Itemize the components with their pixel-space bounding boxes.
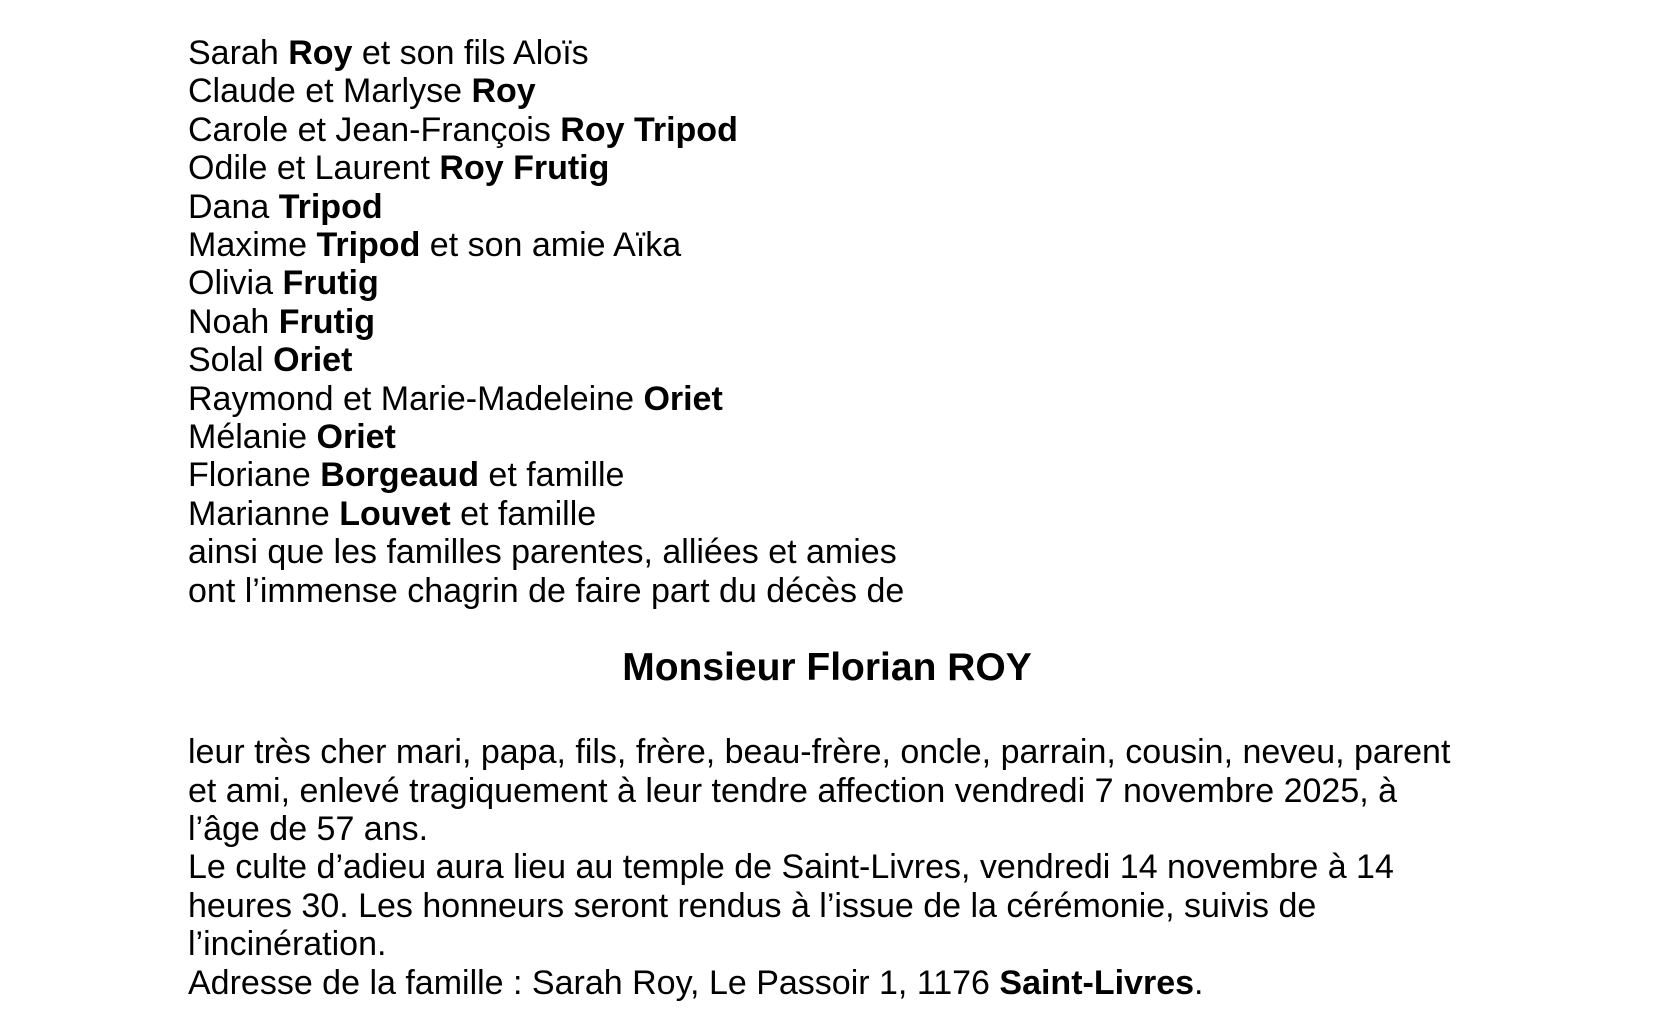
- text-segment: Mélanie: [188, 418, 317, 457]
- text-segment: Carole et Jean-François: [188, 110, 561, 149]
- text-segment: heures 30. Les honneurs seront rendus à l’issue de la cérémonie, suivis de: [188, 886, 1317, 925]
- text-segment: Floriane: [188, 456, 321, 495]
- text-line: [188, 848, 1466, 886]
- text-segment: Odile et Laurent: [188, 149, 440, 188]
- family-name-bold: Oriet: [316, 418, 396, 457]
- family-name-bold: Oriet: [643, 379, 723, 418]
- text-segment: l’âge de 57 ans.: [188, 809, 429, 848]
- text-segment: Marianne: [188, 494, 340, 533]
- text-line: [188, 303, 1466, 341]
- text-segment: Claude et Marlyse: [188, 72, 472, 111]
- text-line: [188, 964, 1466, 1002]
- text-segment: et son amie Aïka: [420, 226, 682, 265]
- family-name-bold: Tripod: [316, 226, 421, 265]
- text-line: [188, 72, 1466, 110]
- family-name-bold: Oriet: [273, 341, 353, 380]
- text-segment: Dana: [188, 187, 279, 226]
- text-line: [188, 572, 1466, 610]
- deceased-name-title: Monsieur Florian ROY: [622, 646, 1032, 690]
- text-line: [188, 188, 1466, 226]
- text-line: [188, 495, 1466, 533]
- text-segment: Sarah: [188, 34, 289, 72]
- text-segment: leur très cher mari, papa, fils, frère, beau-frère, oncle, parrain, cousin, neveu, parent: [188, 733, 1451, 772]
- family-name-bold: Tripod: [278, 187, 383, 226]
- text-segment: Le culte d’adieu aura lieu au temple de Saint-Livres, vendredi 14 novembre à 14: [188, 848, 1394, 887]
- family-name-bold: Frutig: [278, 302, 376, 341]
- text-segment: .: [1194, 963, 1204, 1002]
- text-line: [188, 925, 1466, 963]
- text-segment: et famille: [450, 494, 597, 533]
- text-line: [188, 887, 1466, 925]
- text-line: [188, 810, 1466, 848]
- text-segment: ainsi que les familles parentes, alliées et amies: [188, 533, 897, 572]
- text-segment: l’incinération.: [188, 925, 387, 964]
- family-name-bold: Roy: [288, 34, 353, 72]
- text-segment: ont l’immense chagrin de faire part du décès de: [188, 571, 905, 610]
- text-segment: et famille: [478, 456, 625, 495]
- text-segment: Maxime: [188, 226, 317, 265]
- text-segment: et ami, enlevé tragiquement à leur tendre affection vendredi 7 novembre 2025, à: [188, 771, 1398, 810]
- text-segment: et son fils Aloïs: [352, 34, 589, 72]
- text-line: [188, 733, 1466, 771]
- text-line: [188, 226, 1466, 264]
- family-name-bold: Frutig: [282, 264, 379, 303]
- text-segment: Solal: [188, 341, 274, 380]
- text-segment: Noah: [188, 302, 279, 341]
- family-name-bold: Louvet: [339, 494, 451, 533]
- text-line: [188, 341, 1466, 379]
- announcement-text: [188, 733, 1466, 1002]
- family-name-bold: Roy: [471, 72, 536, 111]
- text-line: [188, 533, 1466, 571]
- text-line: [188, 149, 1466, 187]
- family-name-bold: Roy Frutig: [439, 149, 610, 188]
- family-name-bold: Roy Tripod: [560, 110, 738, 149]
- text-segment: Olivia: [188, 264, 283, 303]
- text-line: [188, 111, 1466, 149]
- text-line: [188, 772, 1466, 810]
- text-segment: Raymond et Marie-Madeleine: [188, 379, 644, 418]
- family-names-list: [188, 34, 1466, 610]
- text-line: [188, 34, 1466, 72]
- family-name-bold: Saint-Livres: [999, 963, 1195, 1002]
- text-line: [188, 456, 1466, 494]
- text-line: [188, 264, 1466, 302]
- text-segment: Adresse de la famille : Sarah Roy, Le Passoir 1, 1176: [188, 963, 1000, 1002]
- text-line: [188, 418, 1466, 456]
- text-line: [188, 380, 1466, 418]
- family-name-bold: Borgeaud: [320, 456, 479, 495]
